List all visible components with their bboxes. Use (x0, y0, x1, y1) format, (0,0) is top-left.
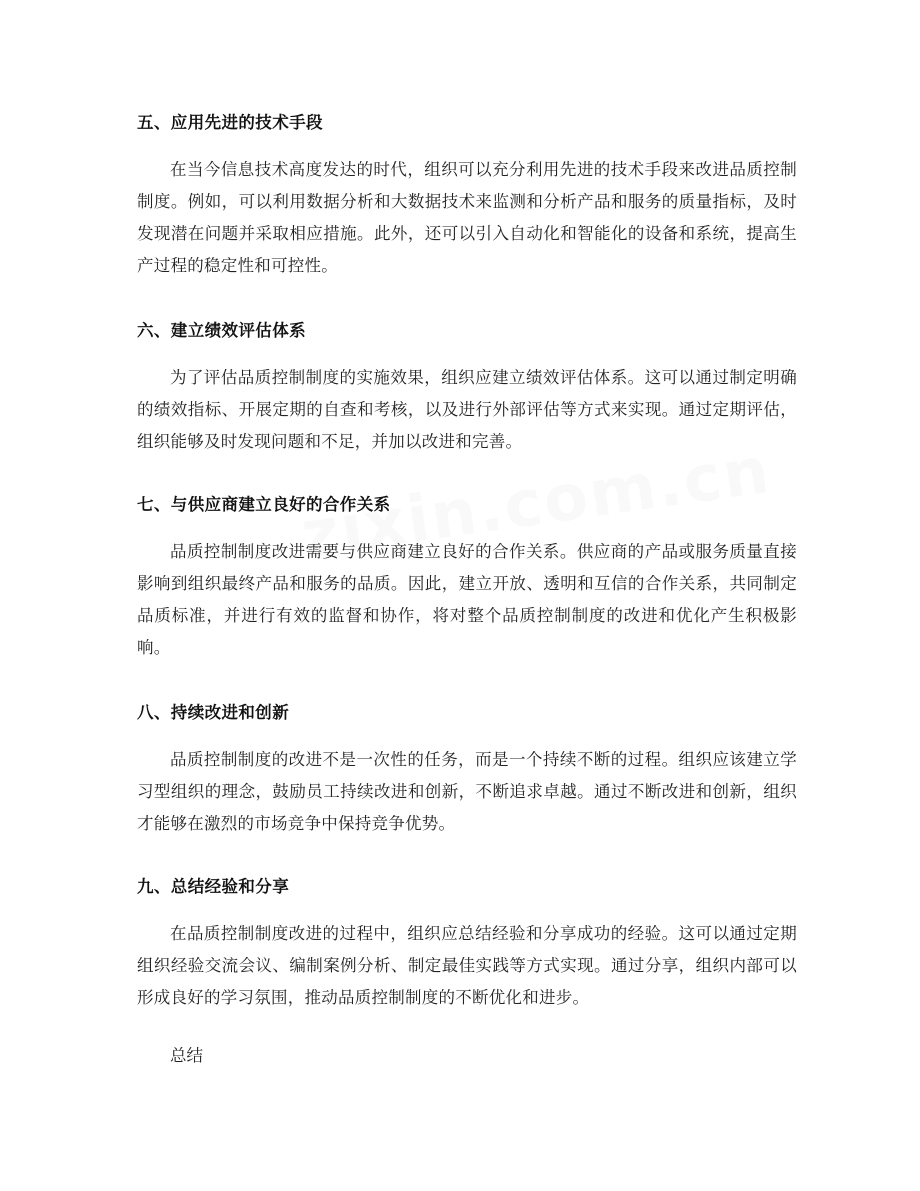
section-heading: 五、应用先进的技术手段 (137, 113, 323, 132)
section-heading: 七、与供应商建立良好的合作关系 (137, 495, 391, 514)
section-paragraph: 品质控制制度的改进不是一次性的任务，而是一个持续不断的过程。组织应该建立学习型组织的理念，鼓励员工持续改进和创新，不断追求卓越。通过不断改进和创新，组织才能够在激烈的市场竞争中保持竞争优势。 (137, 750, 797, 833)
section-heading: 八、持续改进和创新 (137, 703, 290, 722)
section-heading: 六、建立绩效评估体系 (137, 321, 306, 340)
section-8 (137, 702, 797, 840)
section-9 (137, 876, 797, 1014)
section-7 (137, 494, 797, 664)
section-paragraph: 为了评估品质控制制度的实施效果，组织应建立绩效评估体系。这可以通过制定明确的绩效指标、开展定期的自查和考核，以及进行外部评估等方式来实现。通过定期评估，组织能够及时发现问题和不足，并加以改进和完善。 (137, 368, 797, 451)
closing-label: 总结 (170, 1046, 203, 1065)
section-6 (137, 320, 797, 458)
section-paragraph: 在品质控制制度改进的过程中，组织应总结经验和分享成功的经验。这可以通过定期组织经验交流会议、编制案例分析、制定最佳实践等方式实现。通过分享，组织内部可以形成良好的学习氛围，推动品质控制制度的不断优化和进步。 (137, 924, 797, 1007)
section-5 (137, 112, 797, 282)
section-paragraph: 品质控制制度改进需要与供应商建立良好的合作关系。供应商的产品或服务质量直接影响到组织最终产品和服务的品质。因此，建立开放、透明和互信的合作关系，共同制定品质标准，并进行有效的监督和协作，将对整个品质控制制度的改进和优化产生积极影响。 (137, 542, 797, 657)
section-heading: 九、总结经验和分享 (137, 877, 290, 896)
section-paragraph: 在当今信息技术高度发达的时代，组织可以充分利用先进的技术手段来改进品质控制制度。例如，可以利用数据分析和大数据技术来监测和分析产品和服务的质量指标，及时发现潜在问题并采取相应措施。此外，还可以引入自动化和智能化的设备和系统，提高生产过程的稳定性和可控性。 (137, 160, 797, 275)
